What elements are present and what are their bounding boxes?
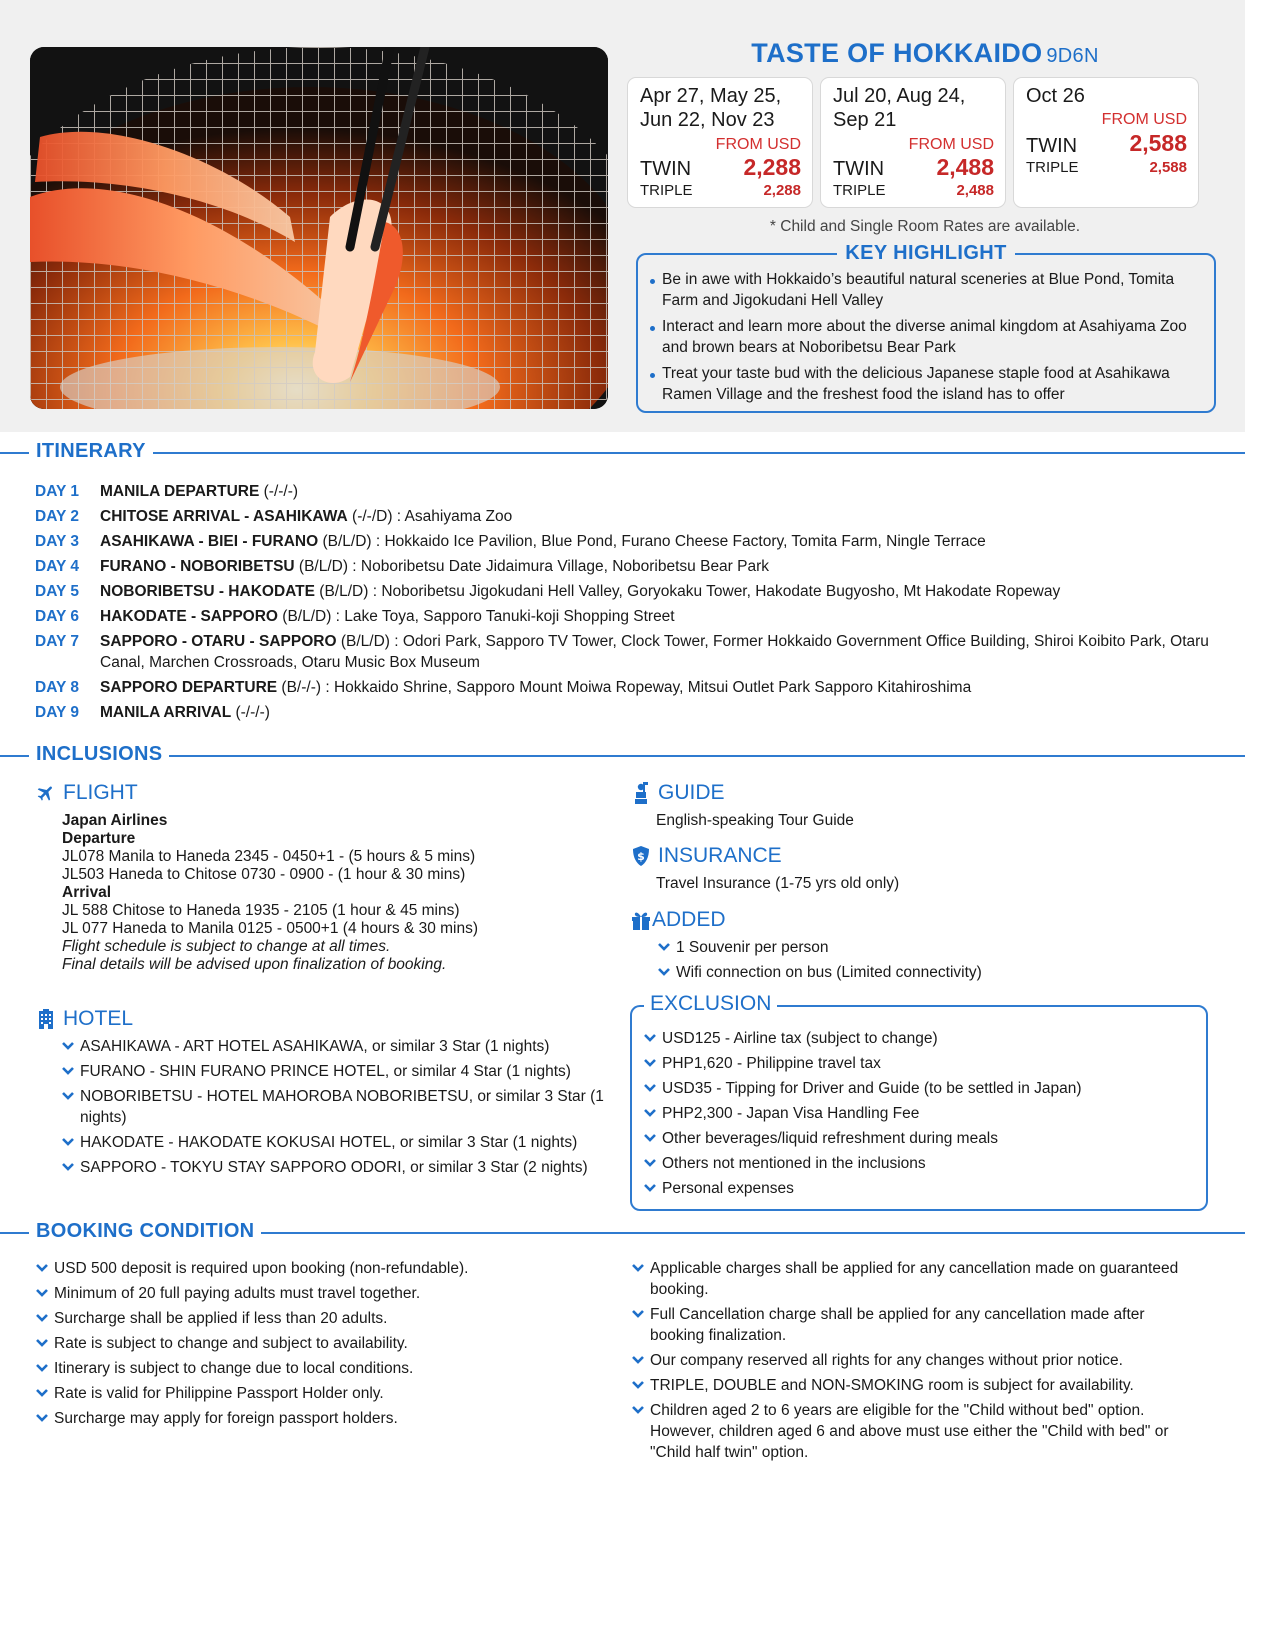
checkmark-icon [658,966,670,978]
itinerary-day [35,506,1235,527]
exclusion-item [644,1178,1194,1199]
booking-conditions-left [36,1258,616,1433]
exclusion-item-text: PHP2,300 - Japan Visa Handling Fee [662,1105,920,1122]
triple-price: 2,288 [763,182,801,199]
tour-guide-icon [630,782,652,804]
twin-label: TWIN [833,158,885,180]
flight-note: Flight schedule is subject to change at all times. [62,938,391,955]
day-number: DAY 6 [35,608,79,625]
tour-duration: 9D6N [1046,45,1099,67]
booking-condition-text: Full Cancellation charge shall be applied for any cancellation made after booking finalization. [650,1306,1145,1344]
checkmark-icon [644,1057,656,1069]
departure-dates: Oct 26 [1026,85,1085,107]
booking-condition-text: Applicable charges shall be applied for any cancellation made on guaranteed booking. [650,1260,1179,1298]
checkmark-icon [632,1354,644,1366]
added-item-text: 1 Souvenir per person [676,939,829,956]
itinerary-day [35,481,1235,502]
booking-condition-text: USD 500 deposit is required upon booking (non-refundable). [54,1260,469,1277]
hotel-item [62,1157,622,1178]
added-item [658,962,1218,983]
day-number: DAY 4 [35,558,79,575]
arrival-label: Arrival [62,884,112,901]
key-highlight-list [650,269,1198,410]
from-usd-label: FROM USD [715,136,801,153]
day-route: CHITOSE ARRIVAL - ASAHIKAWA [100,508,348,525]
tour-title [620,38,1230,69]
booking-condition-text: TRIPLE, DOUBLE and NON-SMOKING room is subject for availability. [650,1377,1134,1394]
flight-details [62,812,478,974]
day-route: MANILA ARRIVAL [100,704,232,721]
departure-dates: Jul 20, Aug 24, Sep 21 [833,85,966,131]
exclusion-item [644,1153,1194,1174]
checkmark-icon [658,941,670,953]
day-text [100,606,1235,627]
day-number: DAY 2 [35,508,79,525]
added-item [658,937,1218,958]
checkmark-icon [62,1040,74,1052]
departure-label: Departure [62,830,136,847]
day-text [100,481,1235,502]
day-number: DAY 5 [35,583,79,600]
flight-segment: JL503 Haneda to Chitose 0730 - 0900 - (1 hour & 30 mins) [62,866,466,883]
day-text [100,531,1235,552]
hotel-item [62,1086,622,1128]
added-heading [630,908,726,932]
day-text [100,631,1235,673]
checkmark-icon [36,1412,48,1424]
booking-condition-text: Itinerary is subject to change due to local conditions. [54,1360,414,1377]
rates-note: * Child and Single Room Rates are available. [769,218,1081,235]
booking-condition-item [36,1358,616,1379]
booking-condition-item [36,1333,616,1354]
itinerary-day [35,631,1235,673]
svg-text:$: $ [637,850,645,863]
from-usd-label: FROM USD [908,136,994,153]
hotel-item-text: ASAHIKAWA - ART HOTEL ASAHIKAWA, or similar 3 Star (1 nights) [80,1038,550,1055]
hotel-title: HOTEL [63,1007,134,1030]
triple-label: TRIPLE [1026,159,1079,176]
departure-dates: Apr 27, May 25, Jun 22, Nov 23 [640,85,782,131]
booking-condition-item [36,1408,616,1429]
checkmark-icon [632,1308,644,1320]
twin-label: TWIN [640,158,692,180]
checkmark-icon [36,1287,48,1299]
exclusion-item-text: Others not mentioned in the inclusions [662,1155,926,1172]
flight-segment: JL078 Manila to Haneda 2345 - 0450+1 - (5 hours & 5 mins) [62,848,476,865]
day-text [100,556,1235,577]
day-text [100,702,1235,723]
from-usd-label: FROM USD [1101,111,1187,128]
checkmark-icon [62,1090,74,1102]
itinerary-title: ITINERARY [29,440,153,463]
itinerary-day [35,531,1235,552]
booking-condition-header [0,1220,1245,1246]
grilled-crab-photo [30,47,608,409]
booking-condition-text: Minimum of 20 full paying adults must travel together. [54,1285,421,1302]
itinerary-day [35,581,1235,602]
checkmark-icon [644,1182,656,1194]
checkmark-icon [632,1379,644,1391]
day-number: DAY 7 [35,633,79,650]
exclusion-item [644,1103,1194,1124]
exclusion-item-text: USD125 - Airline tax (subject to change) [662,1030,938,1047]
key-highlight-title: KEY HIGHLIGHT [837,242,1015,264]
exclusion-item [644,1028,1194,1049]
exclusion-item-text: PHP1,620 - Philippine travel tax [662,1055,881,1072]
triple-price: 2,488 [956,182,994,199]
guide-text: English-speaking Tour Guide [656,812,854,829]
highlight-item: Interact and learn more about the diverse animal kingdom at Asahiyama Zoo and brown bears at Noboribetsu Bear Park [650,316,1198,358]
key-highlight-box [636,242,1216,413]
flight-note: Final details will be advised upon finalization of booking. [62,956,447,973]
day-route: NOBORIBETSU - HAKODATE [100,583,315,600]
booking-condition-title: BOOKING CONDITION [29,1220,261,1243]
inclusions-title: INCLUSIONS [29,743,169,766]
day-detail: (B/-/-) : Hokkaido Shrine, Sapporo Mount Moiwa Ropeway, Mitsui Outlet Park Sapporo Kitahiroshima [277,679,972,696]
twin-label: TWIN [1026,135,1078,157]
day-detail: (B/L/D) : Noboribetsu Date Jidaimura Village, Noboribetsu Bear Park [294,558,770,575]
flight-segment: JL 588 Chitose to Haneda 1935 - 2105 (1 hour & 45 mins) [62,902,460,919]
checkmark-icon [36,1337,48,1349]
itinerary-day [35,556,1235,577]
exclusion-item [644,1053,1194,1074]
guide-heading [630,781,725,805]
highlight-item: Be in awe with Hokkaido’s beautiful natural sceneries at Blue Pond, Tomita Farm and Jigokudani Hell Valley [650,269,1198,311]
exclusion-item-text: Personal expenses [662,1180,794,1197]
booking-condition-item [632,1350,1202,1371]
checkmark-icon [62,1136,74,1148]
day-detail: (-/-/D) : Asahiyama Zoo [347,508,513,525]
hotel-item [62,1061,622,1082]
itinerary-day [35,702,1235,723]
checkmark-icon [644,1157,656,1169]
checkmark-icon [644,1032,656,1044]
booking-condition-item [36,1308,616,1329]
airplane-icon [35,782,57,804]
day-route: HAKODATE - SAPPORO [100,608,278,625]
checkmark-icon [644,1082,656,1094]
booking-condition-text: Our company reserved all rights for any changes without prior notice. [650,1352,1123,1369]
divider [0,755,1245,757]
price-card [627,77,813,208]
day-text [100,677,1235,698]
gift-icon [630,909,652,931]
added-list [658,937,1218,987]
airline-name: Japan Airlines [62,812,168,829]
exclusion-item [644,1128,1194,1149]
booking-condition-item [632,1258,1202,1300]
exclusion-item-text: Other beverages/liquid refreshment during meals [662,1130,999,1147]
tour-title-text: TASTE OF HOKKAIDO [751,38,1043,68]
itinerary-day [35,606,1235,627]
hotel-item [62,1132,622,1153]
day-route: SAPPORO - OTARU - SAPPORO [100,633,337,650]
added-item-text: Wifi connection on bus (Limited connectivity) [676,964,982,981]
checkmark-icon [62,1161,74,1173]
booking-condition-text: Rate is valid for Philippine Passport Holder only. [54,1385,384,1402]
hotel-item-text: FURANO - SHIN FURANO PRINCE HOTEL, or similar 4 Star (1 nights) [80,1063,571,1080]
key-highlight-title-wrap [638,242,1214,265]
checkmark-icon [644,1132,656,1144]
insurance-title: INSURANCE [658,844,782,867]
day-number: DAY 8 [35,679,79,696]
hotel-list [62,1036,622,1182]
checkmark-icon [36,1387,48,1399]
day-text [100,506,1235,527]
day-detail: (B/L/D) : Lake Toya, Sapporo Tanuki-koji Shopping Street [277,608,675,625]
twin-price: 2,488 [936,154,994,180]
checkmark-icon [36,1362,48,1374]
triple-label: TRIPLE [640,182,693,199]
exclusion-item [644,1078,1194,1099]
price-card [1013,77,1199,208]
guide-title: GUIDE [658,781,725,804]
booking-condition-item [36,1258,616,1279]
exclusion-list [644,1028,1194,1203]
itinerary-list [35,481,1235,727]
day-route: MANILA DEPARTURE [100,483,260,500]
booking-condition-text: Children aged 2 to 6 years are eligible for the "Child without bed" option. However, children aged 6 and above must use either the "Child with bed" or "Child half twin" option. [650,1402,1169,1461]
day-text [100,581,1235,602]
itinerary-header [0,440,1245,466]
day-detail: (B/L/D) : Noboribetsu Jigokudani Hell Valley, Goryokaku Tower, Hakodate Bugyosho, Mt Hakodate Ropeway [315,583,1061,600]
day-number: DAY 9 [35,704,79,721]
hotel-item-text: SAPPORO - TOKYU STAY SAPPORO ODORI, or similar 3 Star (2 nights) [80,1159,588,1176]
booking-condition-text: Surcharge may apply for foreign passport holders. [54,1410,398,1427]
hotel-item-text: NOBORIBETSU - HOTEL MAHOROBA NOBORIBETSU, or similar 3 Star (1 nights) [80,1088,604,1126]
checkmark-icon [62,1065,74,1077]
day-number: DAY 3 [35,533,79,550]
day-detail: (-/-/-) [259,483,299,500]
booking-condition-item [36,1283,616,1304]
added-title: ADDED [652,908,726,931]
highlight-item: Treat your taste bud with the delicious Japanese staple food at Asahikawa Ramen Village and the freshest food the island has to offer [650,363,1198,405]
inclusions-header [0,743,1245,769]
exclusion-box [630,992,1208,1211]
booking-condition-item [632,1375,1202,1396]
checkmark-icon [644,1107,656,1119]
day-number: DAY 1 [35,483,79,500]
checkmark-icon [36,1312,48,1324]
day-route: SAPPORO DEPARTURE [100,679,278,696]
price-card [820,77,1006,208]
checkmark-icon [632,1262,644,1274]
exclusion-item-text: USD35 - Tipping for Driver and Guide (to be settled in Japan) [662,1080,1082,1097]
flight-segment: JL 077 Haneda to Manila 0125 - 0500+1 (4 hours & 30 mins) [62,920,479,937]
triple-price: 2,588 [1149,159,1187,176]
booking-condition-item [632,1400,1202,1463]
twin-price: 2,588 [1129,130,1187,156]
booking-condition-text: Surcharge shall be applied if less than 20 adults. [54,1310,388,1327]
day-detail: (B/L/D) : Hokkaido Ice Pavilion, Blue Pond, Furano Cheese Factory, Tomita Farm, Ningle Terrace [318,533,986,550]
checkmark-icon [36,1262,48,1274]
hotel-item [62,1036,622,1057]
day-detail: (-/-/-) [231,704,270,721]
insurance-text: Travel Insurance (1-75 yrs old only) [656,875,900,892]
checkmark-icon [632,1404,644,1416]
flight-title: FLIGHT [63,781,138,804]
hotel-heading [35,1007,133,1031]
booking-condition-item [36,1383,616,1404]
booking-condition-item [632,1304,1202,1346]
booking-condition-text: Rate is subject to change and subject to availability. [54,1335,408,1352]
shield-dollar-icon [630,845,652,867]
itinerary-day [35,677,1235,698]
insurance-heading [630,844,782,868]
day-route: FURANO - NOBORIBETSU [100,558,295,575]
hotel-building-icon [35,1008,57,1030]
day-detail: (B/L/D) : Odori Park, Sapporo TV Tower, Clock Tower, Former Hokkaido Government Office Building, Shiroi Koibito Park, Otaru Canal, Marchen Crossroads, Otaru Music Box Museum [100,633,1209,671]
day-route: ASAHIKAWA - BIEI - FURANO [100,533,319,550]
exclusion-title: EXCLUSION [644,992,777,1016]
flight-heading [35,781,138,805]
booking-conditions-right [632,1258,1202,1467]
twin-price: 2,288 [743,154,801,180]
triple-label: TRIPLE [833,182,886,199]
divider [0,452,1245,454]
hotel-item-text: HAKODATE - HAKODATE KOKUSAI HOTEL, or similar 3 Star (1 nights) [80,1134,578,1151]
